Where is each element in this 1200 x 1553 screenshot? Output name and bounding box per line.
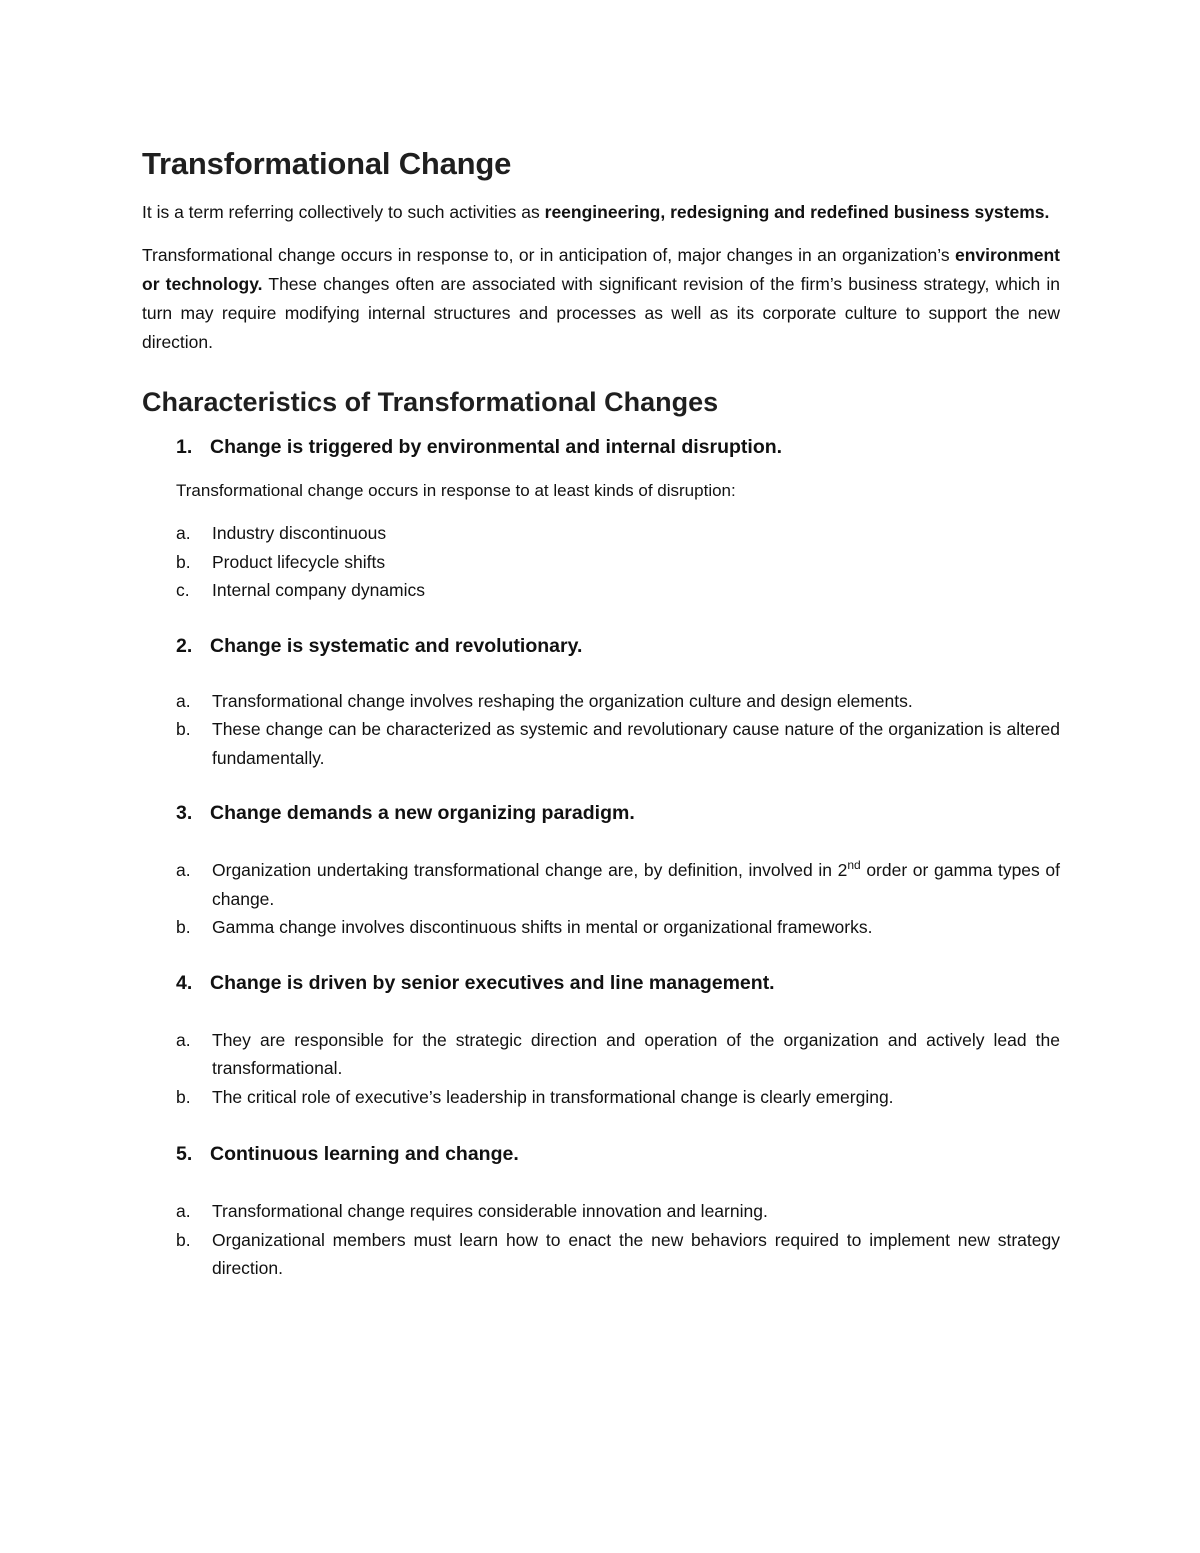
section-title: Continuous learning and change. [210, 1143, 519, 1165]
sub-list [142, 1197, 1060, 1283]
list-item-text: Industry discontinuous [212, 523, 387, 543]
list-item-text-end: order or gamma types of change. [212, 860, 1061, 909]
intro-bold-text: reengineering, redesigning and redefined business systems. [544, 202, 1050, 222]
section-title: Change is systematic and revolutionary. [210, 634, 583, 657]
section-heading [142, 1139, 1060, 1169]
intro-text: It is a term referring collectively to such activities as [142, 202, 545, 222]
list-letter: b. [176, 1086, 191, 1107]
document-page [142, 140, 1060, 1283]
list-item [142, 548, 1060, 577]
list-item [142, 715, 1060, 772]
sub-list [142, 519, 1060, 605]
characteristic-section-5 [142, 1139, 1060, 1283]
intro-paragraph [142, 198, 1060, 227]
section-number: 4. [176, 971, 193, 994]
list-item [142, 576, 1060, 605]
list-letter: a. [176, 1201, 191, 1221]
list-item [142, 1083, 1060, 1112]
list-letter: a. [176, 690, 191, 711]
section-number: 5. [176, 1143, 193, 1165]
list-letter: a. [176, 1029, 191, 1050]
list-item [142, 856, 1060, 913]
sub-list [142, 1026, 1060, 1112]
section-title: Change is driven by senior executives and line management. [210, 971, 775, 994]
list-item [142, 687, 1060, 716]
sub-list [142, 856, 1060, 942]
list-letter: c. [176, 580, 190, 600]
list-item [142, 1026, 1060, 1083]
list-item-text: Organizational members must learn how to enact the new behaviors required to implement new strategy direction. [212, 1229, 1060, 1278]
section-heading [142, 798, 1060, 828]
list-letter: a. [176, 860, 191, 880]
characteristic-section-1 [142, 432, 1060, 605]
characteristics-heading: Characteristics of Transformational Changes [142, 387, 719, 417]
description-text-end: These changes often are associated with significant revision of the firm’s business strategy, which in turn may require modifying internal structures and processes as well as its corporate culture to support the new direction. [142, 274, 1060, 352]
ordinal-superscript: nd [847, 858, 861, 873]
list-item-text: Transformational change involves reshaping the organization culture and design elements. [212, 690, 913, 711]
list-item-text: They are responsible for the strategic direction and operation of the organization and actively lead the transformational. [212, 1029, 1060, 1078]
characteristic-section-3 [142, 798, 1060, 942]
description-text-start: Transformational change occurs in response to, or in anticipation of, major changes in an organization’s [142, 245, 955, 265]
description-bold-text: environment or technology. [142, 245, 1060, 294]
characteristic-section-4 [142, 968, 1060, 1112]
list-item-text-start: Organization undertaking transformational change are, by definition, involved in 2 [212, 860, 848, 880]
list-item-text: Gamma change involves discontinuous shifts in mental or organizational frameworks. [212, 917, 873, 937]
list-item [142, 519, 1060, 548]
characteristic-section-2 [142, 631, 1060, 773]
document-title: Transformational Change [142, 146, 512, 181]
section-title: Change demands a new organizing paradigm. [210, 802, 635, 824]
section-number: 3. [176, 802, 193, 824]
list-item-text: Transformational change requires considerable innovation and learning. [212, 1201, 768, 1221]
list-item-text: The critical role of executive’s leadership in transformational change is clearly emerging. [212, 1086, 894, 1107]
list-letter: b. [176, 551, 191, 572]
list-item [142, 1197, 1060, 1226]
list-item [142, 913, 1060, 942]
list-letter: a. [176, 523, 191, 543]
list-letter: b. [176, 1229, 191, 1250]
section-number: 2. [176, 634, 193, 657]
section-intro-text: Transformational change occurs in response to at least kinds of disruption: [176, 481, 736, 500]
list-letter: b. [176, 917, 191, 937]
section-heading [142, 968, 1060, 998]
list-item-text: Internal company dynamics [212, 580, 426, 600]
list-item-text: Product lifecycle shifts [212, 551, 386, 572]
list-item-text [212, 856, 1060, 913]
list-item [142, 1226, 1060, 1283]
description-paragraph [142, 241, 1060, 357]
section-number: 1. [176, 436, 193, 458]
sub-list [142, 687, 1060, 773]
list-item-text: These change can be characterized as systemic and revolutionary cause nature of the organization is altered fundamentally. [212, 719, 1060, 768]
section-heading [142, 432, 1060, 462]
section-heading [142, 631, 1060, 661]
list-letter: b. [176, 719, 191, 739]
section-title: Change is triggered by environmental and internal disruption. [210, 436, 783, 458]
